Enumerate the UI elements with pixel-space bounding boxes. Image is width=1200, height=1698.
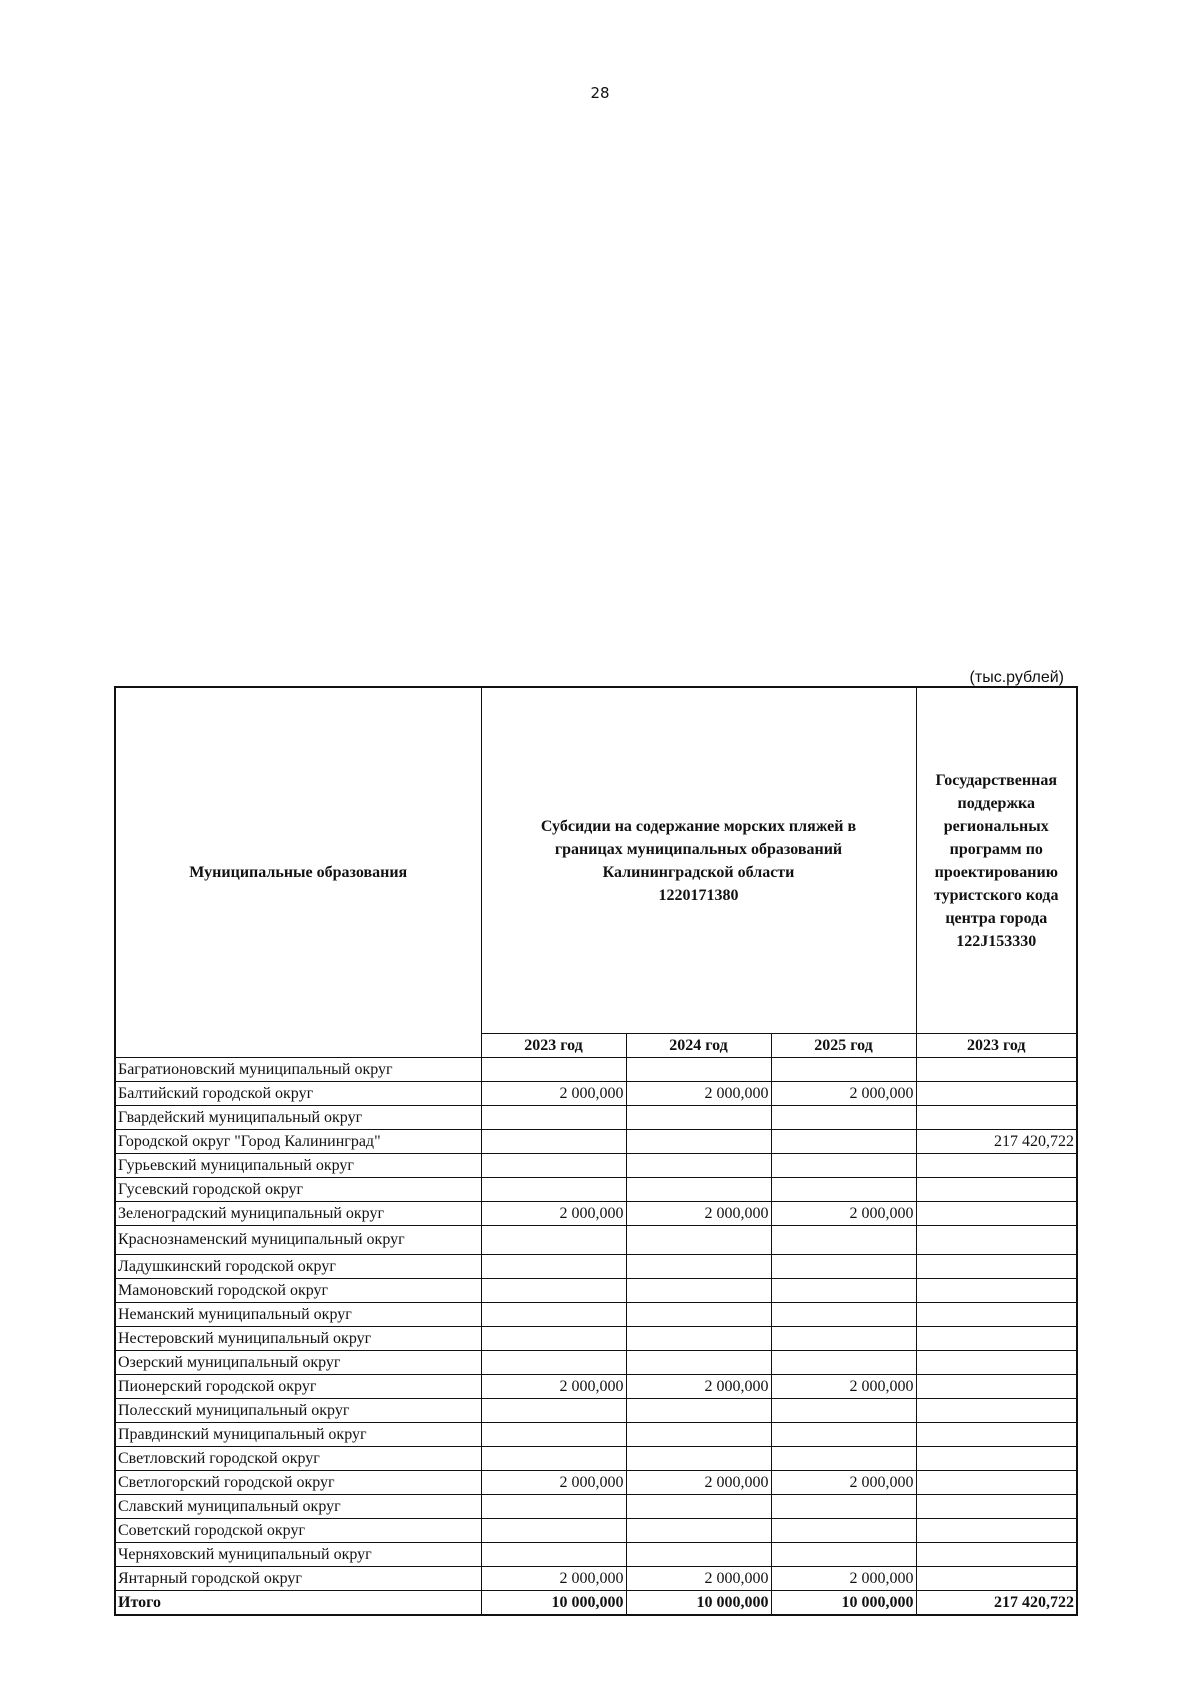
- cell-2023: [481, 1423, 626, 1447]
- row-name: Зеленоградский муниципальный округ: [115, 1202, 481, 1226]
- cell-2023: 2 000,000: [481, 1082, 626, 1106]
- table-row: [115, 1255, 1077, 1279]
- table-row: [115, 1178, 1077, 1202]
- cell-2023: [481, 1543, 626, 1567]
- cell-2024: [626, 1327, 771, 1351]
- cell-2024: [626, 1519, 771, 1543]
- cell-2023: [481, 1226, 626, 1255]
- cell-2024: 2 000,000: [626, 1082, 771, 1106]
- header-subsidy: [481, 687, 916, 1034]
- cell-2025: [771, 1106, 916, 1130]
- table-row: [115, 1495, 1077, 1519]
- table-row: [115, 1082, 1077, 1106]
- cell-2025: [771, 1058, 916, 1082]
- row-name: Ладушкинский городской округ: [115, 1255, 481, 1279]
- header-state-line: Государственная: [935, 771, 1057, 789]
- row-name: Черняховский муниципальный округ: [115, 1543, 481, 1567]
- cell-2023: [481, 1178, 626, 1202]
- cell-2025: [771, 1303, 916, 1327]
- cell-2025: [771, 1327, 916, 1351]
- cell-2024: [626, 1106, 771, 1130]
- row-name: Озерский муниципальный округ: [115, 1351, 481, 1375]
- table-row: [115, 1351, 1077, 1375]
- header-state-line: региональных: [943, 817, 1049, 835]
- cell-state-2023: [916, 1106, 1077, 1130]
- cell-2023: [481, 1447, 626, 1471]
- cell-state-2023: [916, 1423, 1077, 1447]
- total-2024: 10 000,000: [626, 1591, 771, 1616]
- row-name: Янтарный городской округ: [115, 1567, 481, 1591]
- table-row: [115, 1303, 1077, 1327]
- row-name: Светлогорский городской округ: [115, 1471, 481, 1495]
- row-name: Мамоновский городской округ: [115, 1279, 481, 1303]
- cell-2023: [481, 1154, 626, 1178]
- cell-state-2023: [916, 1495, 1077, 1519]
- row-name: Балтийский городской округ: [115, 1082, 481, 1106]
- cell-2024: [626, 1543, 771, 1567]
- header-state-year-2023: 2023 год: [916, 1034, 1077, 1058]
- table-row: [115, 1130, 1077, 1154]
- cell-2023: [481, 1303, 626, 1327]
- row-name: Неманский муниципальный округ: [115, 1303, 481, 1327]
- header-year-2025: 2025 год: [771, 1034, 916, 1058]
- cell-2023: 2 000,000: [481, 1471, 626, 1495]
- row-name: Багратионовский муниципальный округ: [115, 1058, 481, 1082]
- table-row: [115, 1154, 1077, 1178]
- row-name: Гвардейский муниципальный округ: [115, 1106, 481, 1130]
- cell-2025: [771, 1447, 916, 1471]
- total-2023: 10 000,000: [481, 1591, 626, 1616]
- cell-2025: [771, 1423, 916, 1447]
- cell-state-2023: [916, 1202, 1077, 1226]
- row-name: Нестеровский муниципальный округ: [115, 1327, 481, 1351]
- table-row: [115, 1375, 1077, 1399]
- table-row: [115, 1202, 1077, 1226]
- cell-2024: [626, 1226, 771, 1255]
- cell-state-2023: [916, 1082, 1077, 1106]
- cell-state-2023: [916, 1255, 1077, 1279]
- cell-2025: [771, 1399, 916, 1423]
- cell-2024: [626, 1255, 771, 1279]
- cell-2023: 2 000,000: [481, 1567, 626, 1591]
- cell-state-2023: [916, 1471, 1077, 1495]
- cell-2025: 2 000,000: [771, 1375, 916, 1399]
- cell-2024: [626, 1351, 771, 1375]
- table-row: [115, 1423, 1077, 1447]
- cell-state-2023: [916, 1154, 1077, 1178]
- row-name: Гусевский городской округ: [115, 1178, 481, 1202]
- cell-state-2023: [916, 1399, 1077, 1423]
- cell-2025: [771, 1130, 916, 1154]
- cell-2024: [626, 1279, 771, 1303]
- cell-2025: 2 000,000: [771, 1471, 916, 1495]
- header-subsidy-code: 1220171380: [658, 886, 739, 904]
- cell-2024: [626, 1399, 771, 1423]
- row-name: Пионерский городской округ: [115, 1375, 481, 1399]
- cell-2024: 2 000,000: [626, 1202, 771, 1226]
- units-label: (тыс.рублей): [969, 669, 1064, 686]
- cell-2023: [481, 1130, 626, 1154]
- cell-state-2023: [916, 1303, 1077, 1327]
- cell-2024: 2 000,000: [626, 1567, 771, 1591]
- cell-2023: [481, 1399, 626, 1423]
- cell-2025: [771, 1226, 916, 1255]
- cell-state-2023: [916, 1058, 1077, 1082]
- total-2025: 10 000,000: [771, 1591, 916, 1616]
- row-name: Славский муниципальный округ: [115, 1495, 481, 1519]
- cell-2025: 2 000,000: [771, 1082, 916, 1106]
- row-name: Краснознаменский муниципальный округ: [115, 1226, 481, 1255]
- cell-2023: [481, 1106, 626, 1130]
- cell-state-2023: [916, 1519, 1077, 1543]
- cell-2025: [771, 1154, 916, 1178]
- header-subsidy-line: границах муниципальных образований: [554, 840, 843, 858]
- cell-2023: [481, 1327, 626, 1351]
- row-name: Гурьевский муниципальный округ: [115, 1154, 481, 1178]
- cell-2025: [771, 1543, 916, 1567]
- cell-state-2023: [916, 1567, 1077, 1591]
- header-state-line: программ по: [949, 840, 1043, 858]
- cell-2024: [626, 1178, 771, 1202]
- header-state-code: 122J153330: [956, 932, 1037, 950]
- cell-2025: [771, 1519, 916, 1543]
- cell-state-2023: [916, 1279, 1077, 1303]
- cell-2024: [626, 1154, 771, 1178]
- cell-2023: [481, 1279, 626, 1303]
- subsidy-table: [114, 686, 1078, 1616]
- table-row: [115, 1279, 1077, 1303]
- cell-2024: 2 000,000: [626, 1471, 771, 1495]
- header-state-line: проектированию: [934, 863, 1058, 881]
- header-subsidy-line: Субсидии на содержание морских пляжей в: [540, 817, 857, 835]
- cell-2024: [626, 1303, 771, 1327]
- cell-2025: 2 000,000: [771, 1202, 916, 1226]
- cell-2023: 2 000,000: [481, 1202, 626, 1226]
- header-state-support: [916, 687, 1077, 1034]
- header-region: Муниципальные образования: [115, 687, 481, 1058]
- cell-state-2023: [916, 1375, 1077, 1399]
- header-year-2023: 2023 год: [481, 1034, 626, 1058]
- row-name: Правдинский муниципальный округ: [115, 1423, 481, 1447]
- total-state-2023: 217 420,722: [916, 1591, 1077, 1616]
- cell-2023: [481, 1058, 626, 1082]
- cell-2025: [771, 1351, 916, 1375]
- cell-2024: [626, 1495, 771, 1519]
- header-state-line: центра города: [945, 909, 1048, 927]
- total-label: Итого: [115, 1591, 481, 1616]
- total-row: [115, 1591, 1077, 1616]
- cell-state-2023: [916, 1543, 1077, 1567]
- table-row: [115, 1327, 1077, 1351]
- table-row: [115, 1226, 1077, 1255]
- table-row: [115, 1519, 1077, 1543]
- cell-state-2023: [916, 1447, 1077, 1471]
- cell-2024: [626, 1058, 771, 1082]
- row-name: Светловский городской округ: [115, 1447, 481, 1471]
- cell-2024: [626, 1130, 771, 1154]
- cell-2023: [481, 1519, 626, 1543]
- header-year-2024: 2024 год: [626, 1034, 771, 1058]
- row-name: Городской округ "Город Калининград": [115, 1130, 481, 1154]
- cell-2024: [626, 1447, 771, 1471]
- cell-2025: [771, 1255, 916, 1279]
- row-name: Полесский муниципальный округ: [115, 1399, 481, 1423]
- table-row: [115, 1058, 1077, 1082]
- table-row: [115, 1567, 1077, 1591]
- header-state-line: туристского кода: [933, 886, 1059, 904]
- cell-2024: 2 000,000: [626, 1375, 771, 1399]
- cell-2025: 2 000,000: [771, 1567, 916, 1591]
- cell-2025: [771, 1279, 916, 1303]
- cell-2024: [626, 1423, 771, 1447]
- table-row: [115, 1399, 1077, 1423]
- cell-state-2023: [916, 1327, 1077, 1351]
- table-row: [115, 1106, 1077, 1130]
- page-number: 28: [590, 84, 610, 102]
- cell-2023: [481, 1255, 626, 1279]
- cell-2023: [481, 1351, 626, 1375]
- cell-state-2023: [916, 1226, 1077, 1255]
- cell-2023: 2 000,000: [481, 1375, 626, 1399]
- table-row: [115, 1543, 1077, 1567]
- table-row: [115, 1471, 1077, 1495]
- table-row: [115, 1447, 1077, 1471]
- cell-2025: [771, 1495, 916, 1519]
- row-name: Советский городской округ: [115, 1519, 481, 1543]
- header-subsidy-line: Калининградской области: [602, 863, 795, 881]
- header-state-line: поддержка: [957, 794, 1036, 812]
- cell-2025: [771, 1178, 916, 1202]
- cell-state-2023: [916, 1351, 1077, 1375]
- cell-state-2023: 217 420,722: [916, 1130, 1077, 1154]
- cell-state-2023: [916, 1178, 1077, 1202]
- cell-2023: [481, 1495, 626, 1519]
